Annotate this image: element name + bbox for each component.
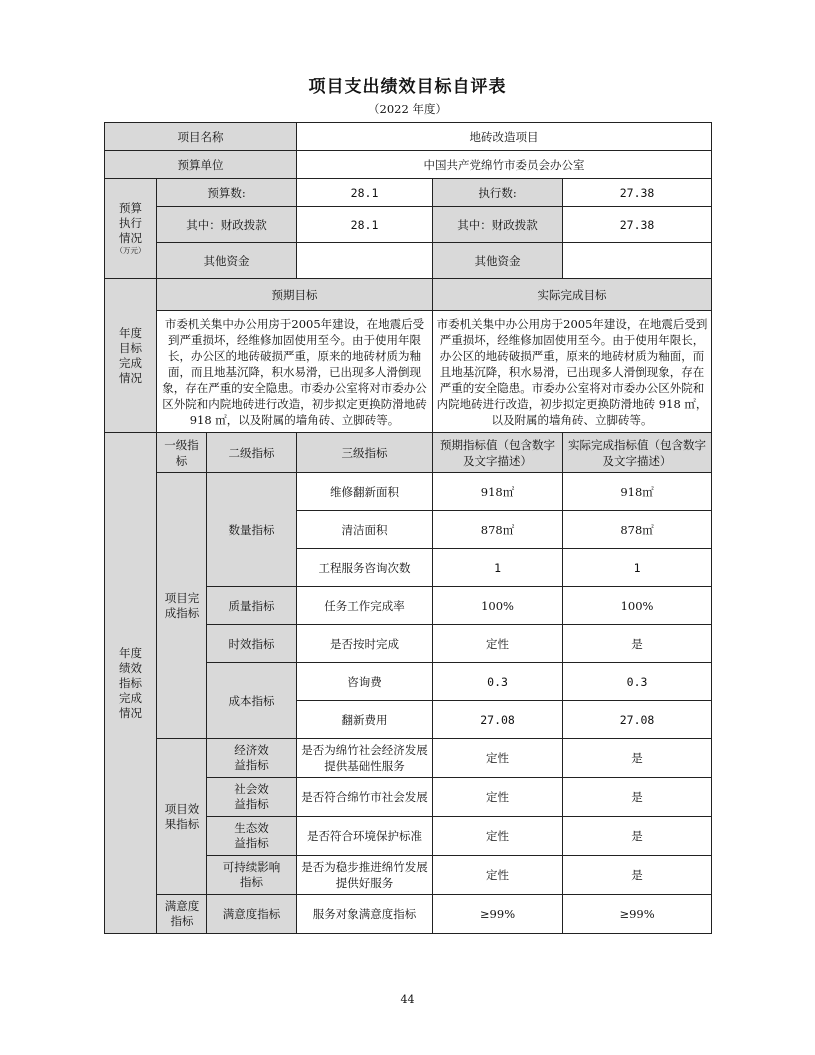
actual-cell: 是 bbox=[563, 778, 712, 817]
fiscal-exec-value: 27.38 bbox=[563, 207, 712, 243]
header-level2: 二级指标 bbox=[207, 433, 297, 473]
annual-goal-text-row bbox=[105, 311, 712, 433]
budget-unit-row bbox=[105, 151, 712, 179]
l3-cell: 翻新费用 bbox=[297, 701, 433, 739]
expected-cell: 定性 bbox=[433, 856, 563, 895]
budget-amount-value: 28.1 bbox=[297, 179, 433, 207]
expected-cell: 定性 bbox=[433, 778, 563, 817]
page-subtitle: （2022 年度） bbox=[368, 102, 447, 116]
expected-cell: 100% bbox=[433, 587, 563, 625]
social-indicator-text: 社会效益指标 bbox=[234, 782, 269, 811]
evaluation-table bbox=[104, 122, 712, 934]
actual-cell: 100% bbox=[563, 587, 712, 625]
l3-cell: 是否符合环境保护标准 bbox=[297, 817, 433, 856]
fiscal-label-exec: 其中：财政拨款 bbox=[433, 207, 563, 243]
annual-goal-header-row bbox=[105, 279, 712, 311]
expected-goal-header: 预期目标 bbox=[157, 279, 433, 311]
actual-cell: 1 bbox=[563, 549, 712, 587]
satisfaction-indicator-label: 满意度指标 bbox=[207, 895, 297, 934]
fiscal-budget-value: 28.1 bbox=[297, 207, 433, 243]
exec-amount-label: 执行数: bbox=[433, 179, 563, 207]
table-row bbox=[105, 895, 712, 934]
other-funds-label-exec: 其他资金 bbox=[433, 243, 563, 279]
actual-cell: 是 bbox=[563, 856, 712, 895]
actual-cell: 是 bbox=[563, 817, 712, 856]
quantity-indicator-label: 数量指标 bbox=[207, 473, 297, 587]
l3-cell: 是否按时完成 bbox=[297, 625, 433, 663]
project-name-value: 地砖改造项目 bbox=[297, 123, 712, 151]
actual-cell: 918㎡ bbox=[563, 473, 712, 511]
fiscal-row bbox=[105, 207, 712, 243]
budget-amount-label: 预算数: bbox=[157, 179, 297, 207]
l3-cell: 任务工作完成率 bbox=[297, 587, 433, 625]
timeliness-indicator-label: 时效指标 bbox=[207, 625, 297, 663]
sustainable-indicator-label bbox=[207, 856, 297, 895]
project-name-label: 项目名称 bbox=[105, 123, 297, 151]
expected-cell: ≥99% bbox=[433, 895, 563, 934]
actual-cell: 是 bbox=[563, 625, 712, 663]
budget-row bbox=[105, 179, 712, 207]
ecological-indicator-label bbox=[207, 817, 297, 856]
budget-exec-label bbox=[105, 179, 157, 279]
l3-cell: 服务对象满意度指标 bbox=[297, 895, 433, 934]
other-funds-row bbox=[105, 243, 712, 279]
actual-cell: 27.08 bbox=[563, 701, 712, 739]
expected-goal-text: 市委机关集中办公用房于2005年建设，在地震后受到严重损坏，经维修加固使用至今。由于使用年限长，办公区的地砖破损严重，原来的地砖材质为釉面，而且地基沉降，积水易滑，已出现多人滑倒现象，存在严重的安全隐患。市委办公室将对市委办公区外院和内院地砖进行改造，初步拟定更换防滑地砖 918 ㎡，以及附属的墙角砖、立脚砖等。 bbox=[157, 311, 433, 433]
other-funds-exec-value bbox=[563, 243, 712, 279]
fiscal-label-budget: 其中：财政拨款 bbox=[157, 207, 297, 243]
expected-cell: 27.08 bbox=[433, 701, 563, 739]
actual-cell: 878㎡ bbox=[563, 511, 712, 549]
budget-exec-unit: （万元） bbox=[115, 246, 146, 255]
l3-cell: 是否符合绵竹市社会发展 bbox=[297, 778, 433, 817]
annual-goal-title: 年度目标完成情况 bbox=[119, 325, 142, 385]
cost-indicator-label: 成本指标 bbox=[207, 663, 297, 739]
group-effect-text: 项目效果指标 bbox=[164, 801, 200, 831]
group-effect-label bbox=[157, 739, 207, 895]
header-expected: 预期指标值（包含数字及文字描述） bbox=[433, 433, 563, 473]
table-row bbox=[105, 473, 712, 511]
expected-cell: 878㎡ bbox=[433, 511, 563, 549]
table-row bbox=[105, 739, 712, 778]
header-actual: 实际完成指标值（包含数字及文字描述） bbox=[563, 433, 712, 473]
l3-cell: 维修翻新面积 bbox=[297, 473, 433, 511]
l3-cell: 是否为稳步推进绵竹发展提供好服务 bbox=[297, 856, 433, 895]
budget-exec-title: 预算执行情况 bbox=[119, 201, 142, 245]
expected-cell: 定性 bbox=[433, 625, 563, 663]
actual-cell: 0.3 bbox=[563, 663, 712, 701]
project-name-row bbox=[105, 123, 712, 151]
page-number: 44 bbox=[400, 993, 415, 1006]
actual-goal-header: 实际完成目标 bbox=[433, 279, 712, 311]
annual-goal-label bbox=[105, 279, 157, 433]
page-title: 项目支出绩效目标自评表 bbox=[308, 77, 507, 97]
expected-cell: 定性 bbox=[433, 817, 563, 856]
indicators-title: 年度绩效指标完成情况 bbox=[119, 645, 142, 720]
l3-cell: 工程服务咨询次数 bbox=[297, 549, 433, 587]
expected-cell: 定性 bbox=[433, 739, 563, 778]
sustainable-indicator-text: 可持续影响指标 bbox=[222, 860, 281, 889]
other-funds-budget-value bbox=[297, 243, 433, 279]
group-satisfaction-text: 满意度指标 bbox=[164, 899, 200, 928]
budget-unit-value: 中国共产党绵竹市委员会办公室 bbox=[297, 151, 712, 179]
economic-indicator-text: 经济效益指标 bbox=[234, 743, 269, 772]
actual-cell: 是 bbox=[563, 739, 712, 778]
expected-cell: 918㎡ bbox=[433, 473, 563, 511]
actual-goal-text: 市委机关集中办公用房于2005年建设，在地震后受到严重损坏，经维修加固使用至今。由于使用年限长，办公区的地砖破损严重，原来的地砖材质为釉面，而且地基沉降，积水易滑，已出现多人滑倒现象，存在严重的安全隐患。市委办公室将对市委办公区外院和内院地砖进行改造，初步拟定更换防滑地砖 918 ㎡，以及附属的墙角砖、立脚砖等。 bbox=[433, 311, 712, 433]
indicator-header-row bbox=[105, 433, 712, 473]
exec-amount-value: 27.38 bbox=[563, 179, 712, 207]
actual-cell: ≥99% bbox=[563, 895, 712, 934]
indicators-label bbox=[105, 433, 157, 934]
header-level1: 一级指标 bbox=[157, 433, 207, 473]
budget-unit-label: 预算单位 bbox=[105, 151, 297, 179]
group-completion-label bbox=[157, 473, 207, 739]
quality-indicator-label: 质量指标 bbox=[207, 587, 297, 625]
expected-cell: 1 bbox=[433, 549, 563, 587]
economic-indicator-label bbox=[207, 739, 297, 778]
ecological-indicator-text: 生态效益指标 bbox=[234, 821, 269, 850]
l3-cell: 是否为绵竹社会经济发展提供基础性服务 bbox=[297, 739, 433, 778]
l3-cell: 咨询费 bbox=[297, 663, 433, 701]
group-completion-text: 项目完成指标 bbox=[164, 590, 200, 620]
other-funds-label-budget: 其他资金 bbox=[157, 243, 297, 279]
group-satisfaction-label bbox=[157, 895, 207, 934]
social-indicator-label bbox=[207, 778, 297, 817]
header-level3: 三级指标 bbox=[297, 433, 433, 473]
l3-cell: 清洁面积 bbox=[297, 511, 433, 549]
expected-cell: 0.3 bbox=[433, 663, 563, 701]
